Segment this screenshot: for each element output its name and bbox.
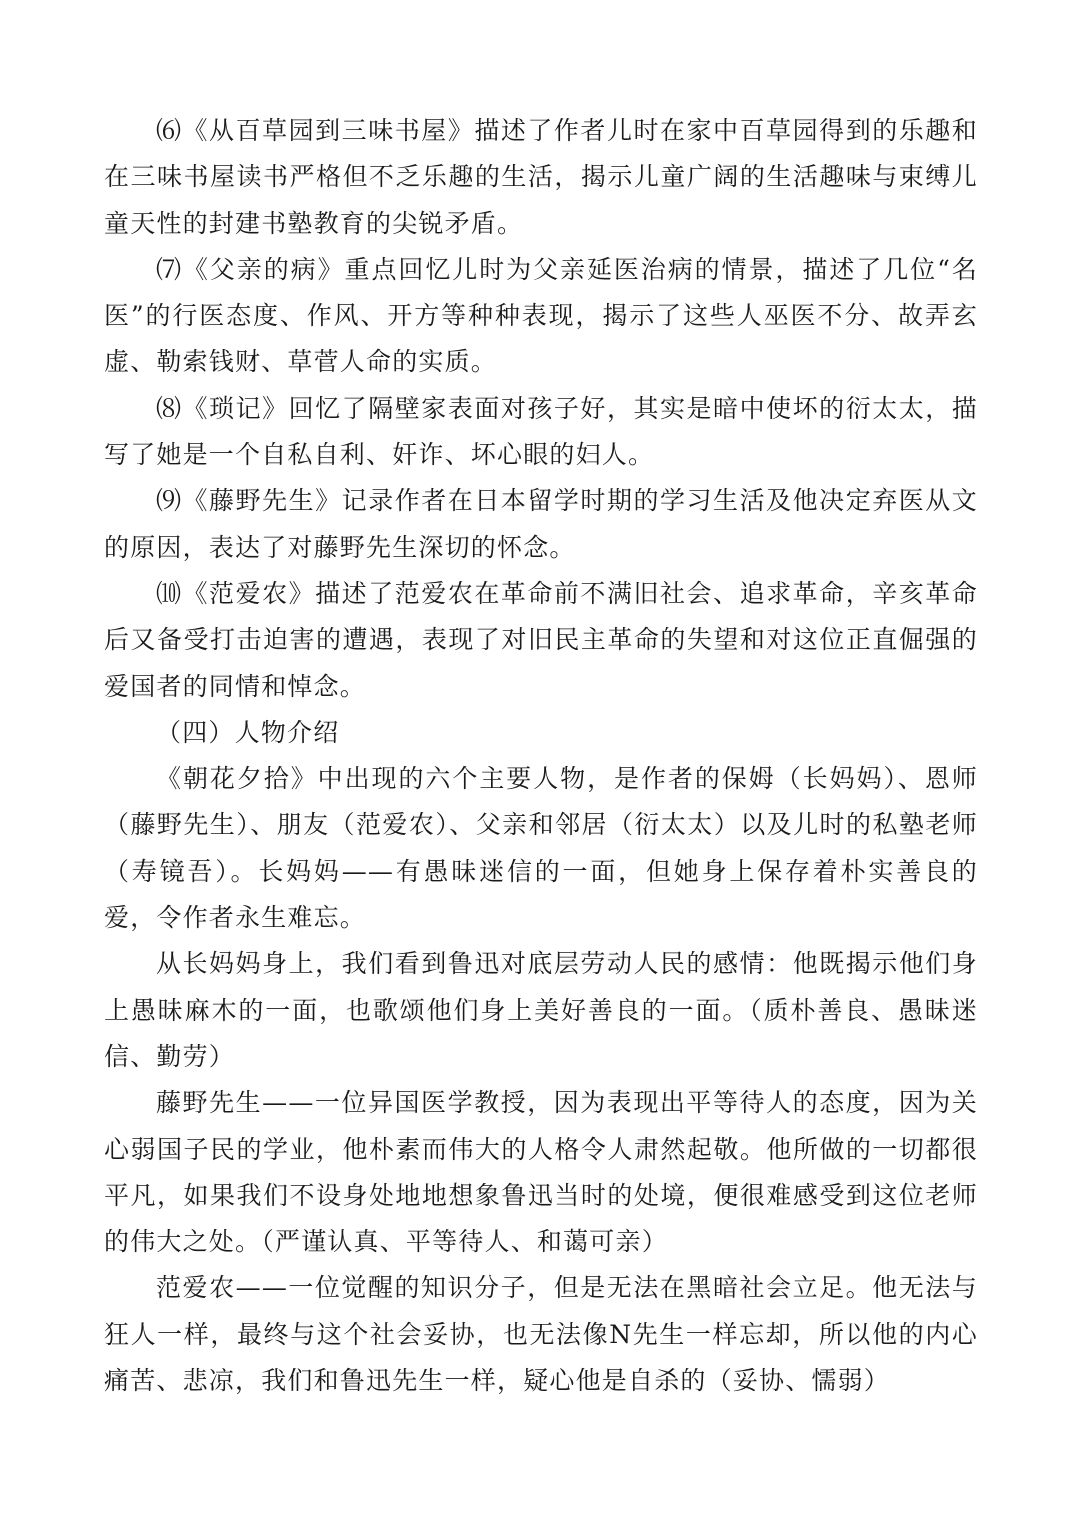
paragraph-item-7: ⑺《父亲的病》重点回忆儿时为父亲延医治病的情景，描述了几位“名医”的行医态度、作风、开方等种种表现，揭示了这些人巫医不分、故弄玄虚、勒索钱财、草菅人命的实质。 <box>104 254 978 377</box>
character-intro-paragraph: 《朝花夕拾》中出现的六个主要人物，是作者的保姆（长妈妈）、恩师（藤野先生）、朋友（范爱农）、父亲和邻居（衍太太）以及儿时的私塾老师（寿镜吾）。长妈妈——有愚昧迷信的一面，但她身上保存着朴实善良的爱，令作者永生难忘。 <box>104 764 978 933</box>
character-paragraph-changmama: 从长妈妈身上，我们看到鲁迅对底层劳动人民的感情：他既揭示他们身上愚昧麻木的一面，也歌颂他们身上美好善良的一面。（质朴善良、愚昧迷信、勤劳） <box>104 949 978 1071</box>
character-paragraph-fanainong: 范爱农——一位觉醒的知识分子，但是无法在黑暗社会立足。他无法与狂人一样，最终与这个社会妥协，也无法像N先生一样忘却，所以他的内心痛苦、悲凉，我们和鲁迅先生一样，疑心他是自杀的（妥协、懦弱） <box>104 1273 978 1396</box>
paragraph-item-6: ⑹《从百草园到三味书屋》描述了作者儿时在家中百草园得到的乐趣和在三味书屋读书严格但不乏乐趣的生活，揭示儿童广阔的生活趣味与束缚儿童天性的封建书塾教育的尖锐矛盾。 <box>104 116 978 238</box>
character-paragraph-tengye: 藤野先生——一位异国医学教授，因为表现出平等待人的态度，因为关心弱国子民的学业，他朴素而伟大的人格令人肃然起敬。他所做的一切都很平凡，如果我们不设身处地地想象鲁迅当时的处境，便很难感受到这位老师的伟大之处。（严谨认真、平等待人、和蔼可亲） <box>104 1088 978 1257</box>
document-body <box>104 108 978 1404</box>
section-heading: （四）人物介绍 <box>156 717 340 747</box>
paragraph-item-10: ⑽《范爱农》描述了范爱农在革命前不满旧社会、追求革命，辛亥革命后又备受打击迫害的遭遇，表现了对旧民主革命的失望和对这位正直倔强的爱国者的同情和悼念。 <box>104 578 978 701</box>
paragraph-item-9: ⑼《藤野先生》记录作者在日本留学时期的学习生活及他决定弃医从文的原因，表达了对藤野先生深切的怀念。 <box>104 486 978 562</box>
paragraph-item-8: ⑻《琐记》回忆了隔壁家表面对孩子好，其实是暗中使坏的衍太太，描写了她是一个自私自利、奸诈、坏心眼的妇人。 <box>104 393 978 470</box>
